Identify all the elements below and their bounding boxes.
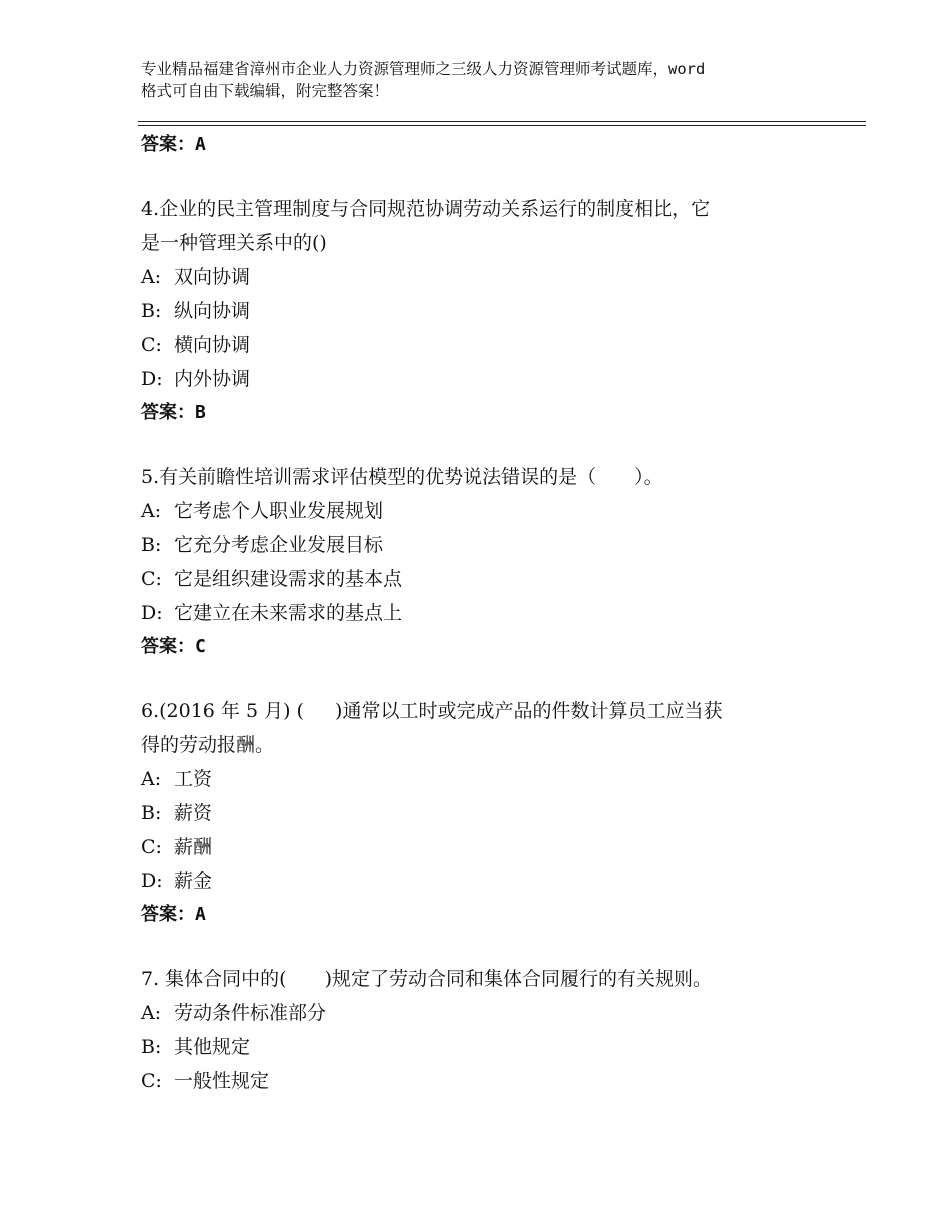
option-row bbox=[141, 864, 841, 898]
header-rule-bottom bbox=[138, 125, 866, 126]
answer-line: 答案：C bbox=[141, 636, 206, 657]
question-block bbox=[141, 694, 841, 932]
option-text: 它考虑个人职业发展规划 bbox=[174, 500, 384, 522]
option-key: A: bbox=[141, 1002, 162, 1024]
option-key: D: bbox=[141, 870, 163, 892]
question-block bbox=[141, 962, 841, 1098]
option-text: 劳动条件标准部分 bbox=[174, 1002, 327, 1024]
question-block bbox=[141, 460, 841, 664]
option-text: 薪金 bbox=[174, 870, 213, 892]
header-line-1: 专业精品福建省漳州市企业人力资源管理师之三级人力资源管理师考试题库，word bbox=[141, 60, 706, 78]
question-text-line: 4.企业的民主管理制度与合同规范协调劳动关系运行的制度相比，它 bbox=[141, 198, 711, 220]
option-key: B: bbox=[141, 534, 162, 556]
answer-line: 答案：A bbox=[141, 904, 206, 925]
question-text-line: 5.有关前瞻性培训需求评估模型的优势说法错误的是（ ）。 bbox=[141, 466, 663, 488]
option-text: 横向协调 bbox=[174, 334, 251, 356]
option-row bbox=[141, 596, 841, 630]
option-text: 薪酬 bbox=[174, 836, 213, 858]
option-text: 双向协调 bbox=[174, 266, 251, 288]
option-row bbox=[141, 830, 841, 864]
option-key: C: bbox=[141, 568, 162, 590]
questions-container bbox=[141, 192, 841, 1098]
option-row bbox=[141, 1030, 841, 1064]
option-row bbox=[141, 996, 841, 1030]
option-row bbox=[141, 796, 841, 830]
option-text: 薪资 bbox=[174, 802, 213, 824]
option-text: 它建立在未来需求的基点上 bbox=[174, 602, 403, 624]
question-block bbox=[141, 192, 841, 430]
previous-answer: 答案：A bbox=[141, 134, 206, 155]
header-rule-top bbox=[138, 121, 866, 122]
option-key: B: bbox=[141, 300, 162, 322]
option-text: 其他规定 bbox=[174, 1036, 251, 1058]
option-text: 一般性规定 bbox=[174, 1070, 270, 1092]
question-text-line: 6.(2016 年 5 月) ( )通常以工时或完成产品的件数计算员工应当获 bbox=[141, 700, 723, 722]
option-key: C: bbox=[141, 836, 162, 858]
option-row bbox=[141, 562, 841, 596]
option-key: A: bbox=[141, 266, 162, 288]
option-key: D: bbox=[141, 602, 163, 624]
answer-line: 答案：B bbox=[141, 402, 206, 423]
option-key: D: bbox=[141, 368, 163, 390]
option-text: 内外协调 bbox=[174, 368, 251, 390]
question-text-line: 是一种管理关系中的() bbox=[141, 232, 327, 254]
option-key: A: bbox=[141, 500, 162, 522]
option-row bbox=[141, 1064, 841, 1098]
option-key: C: bbox=[141, 1070, 162, 1092]
option-text: 纵向协调 bbox=[174, 300, 251, 322]
question-text bbox=[141, 460, 841, 494]
question-text bbox=[141, 962, 841, 996]
question-text-line: 得的劳动报酬。 bbox=[141, 734, 275, 756]
option-text: 工资 bbox=[174, 768, 213, 790]
option-row bbox=[141, 328, 841, 362]
option-row bbox=[141, 528, 841, 562]
option-key: B: bbox=[141, 1036, 162, 1058]
question-text-line: 7. 集体合同中的( )规定了劳动合同和集体合同履行的有关规则。 bbox=[141, 968, 712, 990]
option-key: B: bbox=[141, 802, 162, 824]
option-row bbox=[141, 260, 841, 294]
option-text: 它是组织建设需求的基本点 bbox=[174, 568, 403, 590]
option-row bbox=[141, 362, 841, 396]
option-text: 它充分考虑企业发展目标 bbox=[174, 534, 384, 556]
option-key: A: bbox=[141, 768, 162, 790]
option-row bbox=[141, 494, 841, 528]
question-text bbox=[141, 192, 841, 260]
question-list bbox=[141, 128, 841, 1098]
document-header bbox=[141, 58, 831, 102]
header-line-2: 格式可自由下载编辑，附完整答案！ bbox=[141, 82, 390, 100]
option-row bbox=[141, 294, 841, 328]
question-text bbox=[141, 694, 841, 762]
option-row bbox=[141, 762, 841, 796]
option-key: C: bbox=[141, 334, 162, 356]
